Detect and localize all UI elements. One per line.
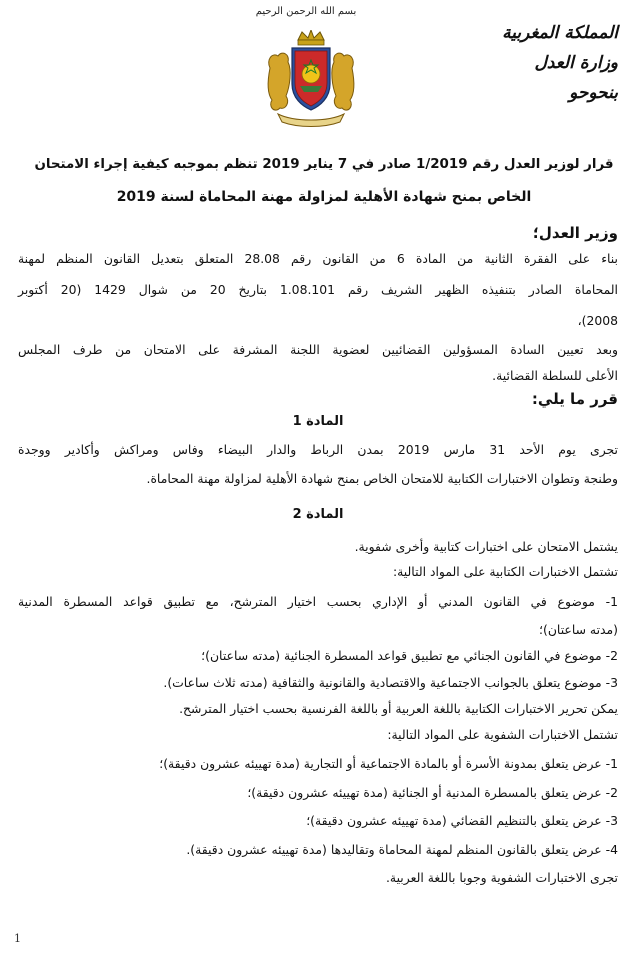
- oral-exam-item: 4- عرض يتعلق بالقانون المنظم لمهنة المحاماة وتقاليدها (مدة تهييئه عشرون دقيقة).: [186, 842, 618, 857]
- royal-emblem-icon: [264, 30, 358, 128]
- issuer-block: [448, 18, 618, 108]
- article-2-line: يشتمل الامتحان على اختبارات كتابية وأخرى شفوية.: [354, 539, 618, 554]
- signature: بنحوحو: [569, 83, 618, 103]
- written-exam-item: 1- موضوع في القانون المدني أو الإداري بحسب اختيار المترشح، مع تطبيق قواعد المسطرة المدنية: [18, 594, 618, 609]
- decided-heading: قرر ما يلي:: [531, 390, 618, 408]
- article-1-line: تجرى يوم الأحد 31 مارس 2019 بمدن الرباط والدار البيضاء وفاس ومراكش وأكادير ووجدة: [18, 442, 618, 457]
- minister-heading: وزير العدل؛: [532, 224, 618, 242]
- oral-exam-item: 3- عرض يتعلق بالتنظيم القضائي (مدة تهييئه عشرون دقيقة)؛: [306, 813, 618, 828]
- basmala: بسم الله الرحمن الرحيم: [255, 6, 357, 17]
- written-exam-item: 2- موضوع في القانون الجنائي مع تطبيق قواعد المسطرة الجنائية (مدته ساعتان)؛: [201, 648, 618, 663]
- article-2-heading: المادة 2: [292, 507, 344, 522]
- article-1-line: وطنجة وتطوان الاختبارات الكتابية للامتحان الخاص بمنح شهادة الأهلية لمزاولة مهنة المحاماة.: [146, 471, 618, 486]
- ministry-name: وزارة العدل: [534, 53, 618, 73]
- article-1-heading: المادة 1: [292, 414, 344, 429]
- oral-exam-intro: تشتمل الاختبارات الشفوية على المواد التالية:: [387, 727, 618, 742]
- preamble-line: وبعد تعيين السادة المسؤولين القضائيين لعضوية اللجنة المشرفة على الامتحان من طرف المجلس: [18, 342, 618, 357]
- kingdom-name: المملكة المغربية: [502, 23, 618, 43]
- oral-exam-item: 2- عرض يتعلق بالمسطرة المدنية أو الجنائية (مدة تهييئه عشرون دقيقة)؛: [247, 785, 618, 800]
- written-exam-item: 3- موضوع يتعلق بالجوانب الاجتماعية والاقتصادية والقانونية والثقافية (مدته ثلاث ساعات).: [163, 675, 618, 690]
- written-language-note: يمكن تحرير الاختبارات الكتابية باللغة العربية أو باللغة الفرنسية بحسب اختيار المترشح.: [179, 701, 618, 716]
- title-line-1: قرار لوزير العدل رقم 1/2019 صادر في 7 يناير 2019 تنظم بموجبه كيفية إجراء الامتحان: [34, 157, 614, 172]
- written-exam-item: (مدته ساعتان)؛: [539, 622, 618, 637]
- oral-language-note: تجرى الاختبارات الشفوية وجوبا باللغة العربية.: [385, 870, 618, 885]
- preamble-line: بناء على الفقرة الثانية من المادة 6 من القانون رقم 28.08 المتعلق بتعديل القانون المنظم لمهنة: [18, 251, 618, 266]
- preamble-line: 2008)،: [577, 313, 618, 328]
- decree-title: [30, 148, 618, 213]
- page-number: 1: [14, 932, 21, 945]
- oral-exam-item: 1- عرض يتعلق بمدونة الأسرة أو بالمادة الاجتماعية أو التجارية (مدة تهييئه عشرون دقيقة)؛: [159, 756, 618, 771]
- title-line-2: الخاص بمنح شهادة الأهلية لمزاولة مهنة المحاماة لسنة 2019: [116, 189, 532, 205]
- article-2-line: تشتمل الاختبارات الكتابية على المواد التالية:: [392, 564, 618, 579]
- preamble-line: الأعلى للسلطة القضائية.: [492, 368, 618, 383]
- preamble-line: المحاماة الصادر بتنفيذه الظهير الشريف رقم 1.08.101 بتاريخ 20 من شوال 1429 (20 أكتوبر: [18, 282, 618, 297]
